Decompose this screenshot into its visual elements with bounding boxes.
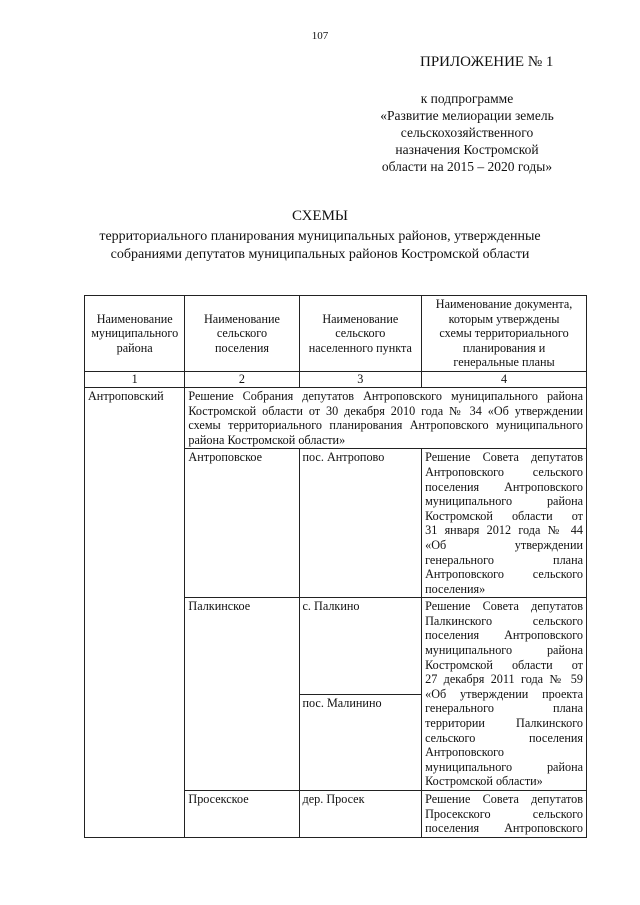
- appendix-line: назначения Костромской: [395, 142, 539, 157]
- document-subtitle: [60, 228, 580, 264]
- subtitle-line: собраниями депутатов муниципальных районов Костромской области: [110, 247, 530, 262]
- appendix-title: ПРИЛОЖЕНИЕ № 1: [420, 54, 554, 70]
- settlement-decision: Решение Совета депутатов Просекского сельского поселения Антроповского: [422, 791, 587, 838]
- header-district: Наименование муниципального района: [85, 296, 185, 372]
- subtitle-line: территориального планирования муниципальных районов, утвержденные: [99, 229, 541, 244]
- locality-name: дер. Просек: [299, 791, 422, 838]
- page-number: 107: [311, 30, 329, 42]
- appendix-line: к подпрограмме: [420, 91, 514, 106]
- column-number: 3: [299, 371, 422, 387]
- header-locality: Наименование сельского населенного пункта: [299, 296, 422, 372]
- appendix-line: сельскохозяйственного: [400, 125, 534, 140]
- settlement-name: Антроповское: [185, 449, 299, 598]
- column-number: 2: [185, 371, 299, 387]
- district-decision: Решение Собрания депутатов Антроповского муниципального района Костромской области от 30 декабря 2010 года № 34 «Об утверждении схемы территориального планирования Антроповского муниципального района Костромской области»: [185, 387, 587, 448]
- document-title: СХЕМЫ: [291, 208, 349, 224]
- column-number: 4: [422, 371, 587, 387]
- settlement-decision: Решение Совета депутатов Палкинского сельского поселения Антроповского муниципального района Костромской области от 27 декабря 2011 года № 59 «Об утверждении проекта генерального плана территории Палкинского сельского поселения Антроповского муниципального района Костромской области»: [422, 598, 587, 791]
- appendix-line: области на 2015 – 2020 годы»: [381, 159, 553, 174]
- settlement-name: Просекское: [185, 791, 299, 838]
- appendix-line: «Развитие мелиорации земель: [380, 108, 554, 123]
- locality-name: пос. Малинино: [299, 694, 422, 790]
- appendix-caption: [352, 90, 582, 175]
- locality-name: с. Палкино: [299, 598, 422, 694]
- district-name: Антроповский: [85, 387, 185, 837]
- locality-name: пос. Антропово: [299, 449, 422, 598]
- settlement-decision: Решение Совета депутатов Антроповского сельского поселения Антроповского муниципального района Костромской области от 31 января 2012 года № 44 «Об утверждении генерального плана Антроповского сельского поселения»: [422, 449, 587, 598]
- column-number: 1: [85, 371, 185, 387]
- settlement-name: Палкинское: [185, 598, 299, 791]
- header-settlement: Наименование сельского поселения: [185, 296, 299, 372]
- table-row: [85, 387, 587, 448]
- column-number-row: [85, 371, 587, 387]
- schemes-table: [84, 295, 587, 838]
- header-document: Наименование документа, которым утверждены схемы территориального планирования и генеральные планы: [422, 296, 587, 372]
- table-header-row: [85, 296, 587, 372]
